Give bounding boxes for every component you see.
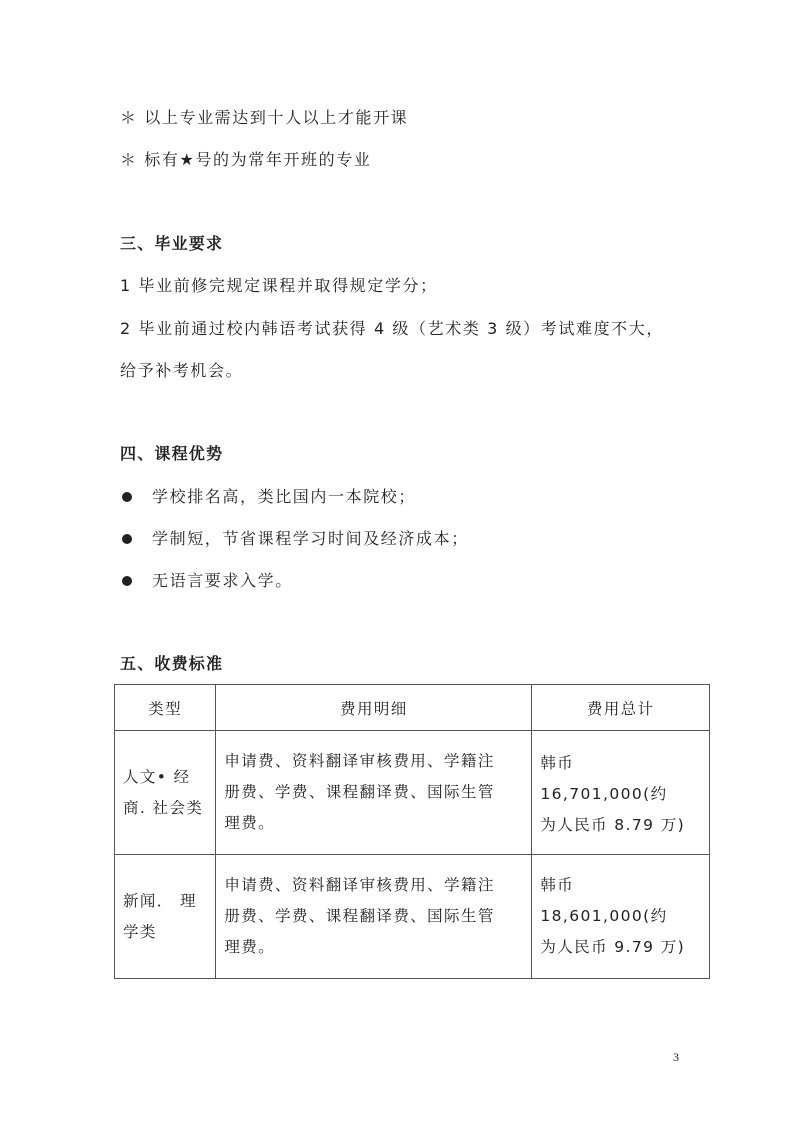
fee-total-line: 为人民币 8.79 万) <box>540 816 686 834</box>
fee-detail-cell <box>216 731 532 855</box>
note-min-enrollment: ＊ 以上专业需达到十人以上才能开课 <box>120 108 409 127</box>
table-row <box>115 855 710 979</box>
bullet-icon <box>122 492 132 502</box>
advantage-item <box>122 569 293 593</box>
table-row <box>115 731 710 855</box>
fee-table-header-row <box>115 685 710 731</box>
fee-total-line: 韩币 16,701,000(约 <box>540 754 668 803</box>
fee-type-line: 人文• 经 <box>123 767 191 786</box>
fee-total-line: 为人民币 9.79 万) <box>540 938 686 956</box>
advantage-text: 学校排名高，类比国内一本院校； <box>152 487 417 506</box>
section-heading-graduation: 三、毕业要求 <box>120 234 224 253</box>
advantage-item <box>122 527 469 551</box>
fee-type-cell <box>115 731 216 855</box>
advantage-item <box>122 485 416 509</box>
fee-type-line: 学类 <box>123 922 157 941</box>
fee-type-line: 新闻． 理 <box>123 891 197 910</box>
graduation-item: 1 毕业前修完规定课程并取得规定学分； <box>120 276 438 295</box>
fee-type-cell <box>115 855 216 979</box>
fee-table <box>114 684 710 979</box>
note-star-majors: ＊ 标有★号的为常年开班的专业 <box>120 150 372 169</box>
header-total: 费用总计 <box>532 685 710 731</box>
graduation-item-continued: 给予补考机会。 <box>120 361 244 380</box>
fee-total-cell <box>532 855 710 979</box>
fee-detail-line: 申请费、资料翻译审核费用、学籍注 <box>224 876 495 894</box>
advantage-text: 无语言要求入学。 <box>152 571 293 590</box>
fee-detail-line: 册费、学费、课程翻译费、国际生管 <box>224 783 495 801</box>
graduation-item: 2 毕业前通过校内韩语考试获得 4 级（艺术类 3 级）考试难度不大， <box>120 319 664 338</box>
fee-detail-line: 理费。 <box>224 938 276 956</box>
header-detail: 费用明细 <box>216 685 532 731</box>
fee-detail-line: 理费。 <box>224 814 276 832</box>
header-type: 类型 <box>115 685 216 731</box>
advantage-text: 学制短，节省课程学习时间及经济成本； <box>152 529 469 548</box>
bullet-icon <box>122 534 132 544</box>
page-number: 3 <box>673 1050 679 1064</box>
fee-total-cell <box>532 731 710 855</box>
fee-detail-line: 册费、学费、课程翻译费、国际生管 <box>224 907 495 925</box>
section-heading-fees: 五、收费标准 <box>120 654 224 673</box>
section-heading-advantages: 四、课程优势 <box>120 444 224 463</box>
fee-detail-cell <box>216 855 532 979</box>
bullet-icon <box>122 576 132 586</box>
fee-detail-line: 申请费、资料翻译审核费用、学籍注 <box>224 752 495 770</box>
fee-total-line: 韩币 18,601,000(约 <box>540 876 668 925</box>
fee-type-line: 商. 社会类 <box>123 798 204 817</box>
